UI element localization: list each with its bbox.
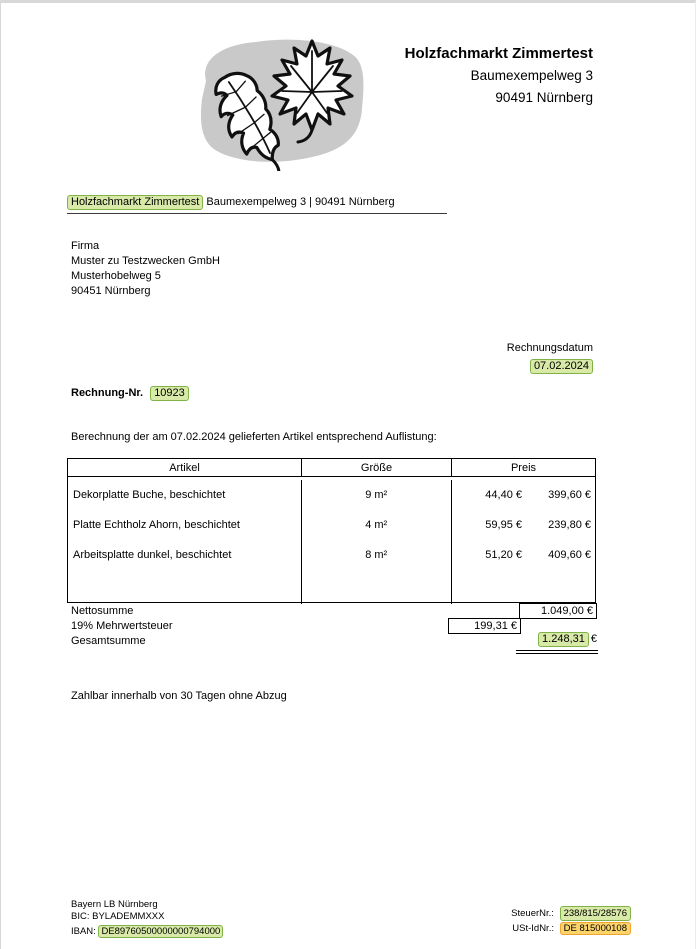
steuernr-label: SteuerNr.: xyxy=(511,908,554,919)
iban-highlight[interactable]: DE89760500000000794000 xyxy=(98,925,223,938)
item-size: 4 m² xyxy=(365,519,388,531)
net-sum-value: 1.049,00 € xyxy=(519,603,597,619)
letterhead-company-name: Holzfachmarkt Zimmertest xyxy=(404,45,593,62)
table-row xyxy=(68,540,595,570)
item-unit-price: 44,40 € xyxy=(485,489,522,501)
recipient-line-1: Firma xyxy=(71,240,100,252)
bic-value: BYLADEMMXXX xyxy=(92,911,165,922)
item-total-price: 409,60 € xyxy=(548,549,591,561)
item-unit-price: 51,20 € xyxy=(485,549,522,561)
items-table-body xyxy=(68,480,595,604)
item-size: 8 m² xyxy=(365,549,388,561)
grand-total-highlight[interactable]: 1.248,31 xyxy=(538,632,589,647)
vat-label: 19% Mehrwertsteuer xyxy=(71,620,173,632)
vat-value: 199,31 € xyxy=(448,618,521,634)
item-total-price: 239,80 € xyxy=(548,519,591,531)
recipient-line-4: 90451 Nürnberg xyxy=(71,285,151,297)
item-total-price: 399,60 € xyxy=(548,489,591,501)
sender-address: Baumexempelweg 3 | 90491 Nürnberg xyxy=(206,196,395,208)
item-name: Arbeitsplatte dunkel, beschichtet xyxy=(73,549,232,561)
header-preis: Preis xyxy=(510,461,537,474)
letterhead-city: 90491 Nürnberg xyxy=(495,90,593,105)
table-row xyxy=(68,480,595,510)
recipient-address xyxy=(71,239,220,299)
steuernr-highlight[interactable]: 238/815/28576 xyxy=(560,906,631,921)
items-table xyxy=(67,458,596,603)
grand-total-block xyxy=(431,632,597,647)
net-sum-label: Nettosumme xyxy=(71,605,134,617)
ustidnr-highlight[interactable]: DE 815000108 xyxy=(560,922,631,935)
letterhead xyxy=(301,43,593,109)
recipient-line-2: Muster zu Testzwecken GmbH xyxy=(71,255,220,267)
item-size: 9 m² xyxy=(365,489,388,501)
footer-bank-block xyxy=(71,899,223,938)
items-table-header xyxy=(68,459,595,477)
header-groesse: Größe xyxy=(302,459,452,476)
grand-total-currency: € xyxy=(590,633,597,645)
bic-label: BIC: xyxy=(71,911,90,922)
invoice-number-label: Rechnung-Nr. xyxy=(71,387,144,399)
invoice-number-block xyxy=(71,386,189,401)
intro-text: Berechnung der am 07.02.2024 gelieferten Artikel entsprechend Auflistung: xyxy=(71,431,437,443)
column-divider xyxy=(451,480,452,604)
payment-terms: Zahlbar innerhalb von 30 Tagen ohne Abzug xyxy=(71,690,287,702)
ustidnr-label: USt-IdNr.: xyxy=(512,923,554,934)
bank-name: Bayern LB Nürnberg xyxy=(71,899,158,910)
invoice-date-label: Rechnungsdatum xyxy=(506,342,593,354)
invoice-number-highlight[interactable]: 10923 xyxy=(150,386,189,401)
grand-total-double-rule xyxy=(516,650,598,654)
table-row xyxy=(68,510,595,540)
footer-tax-block xyxy=(421,906,631,936)
iban-label: IBAN: xyxy=(71,926,96,937)
header-artikel: Artikel xyxy=(68,459,302,476)
item-name: Dekorplatte Buche, beschichtet xyxy=(73,489,226,501)
column-divider xyxy=(301,480,302,604)
sender-line xyxy=(67,195,447,214)
item-unit-price: 59,95 € xyxy=(485,519,522,531)
letterhead-street: Baumexempelweg 3 xyxy=(470,68,593,83)
grand-total-label: Gesamtsumme xyxy=(71,635,146,647)
sender-company-highlight[interactable]: Holzfachmarkt Zimmertest xyxy=(67,195,203,210)
invoice-date-block xyxy=(401,341,593,374)
recipient-line-3: Musterhobelweg 5 xyxy=(71,270,161,282)
item-name: Platte Echtholz Ahorn, beschichtet xyxy=(73,519,240,531)
invoice-date-highlight[interactable]: 07.02.2024 xyxy=(530,359,593,374)
